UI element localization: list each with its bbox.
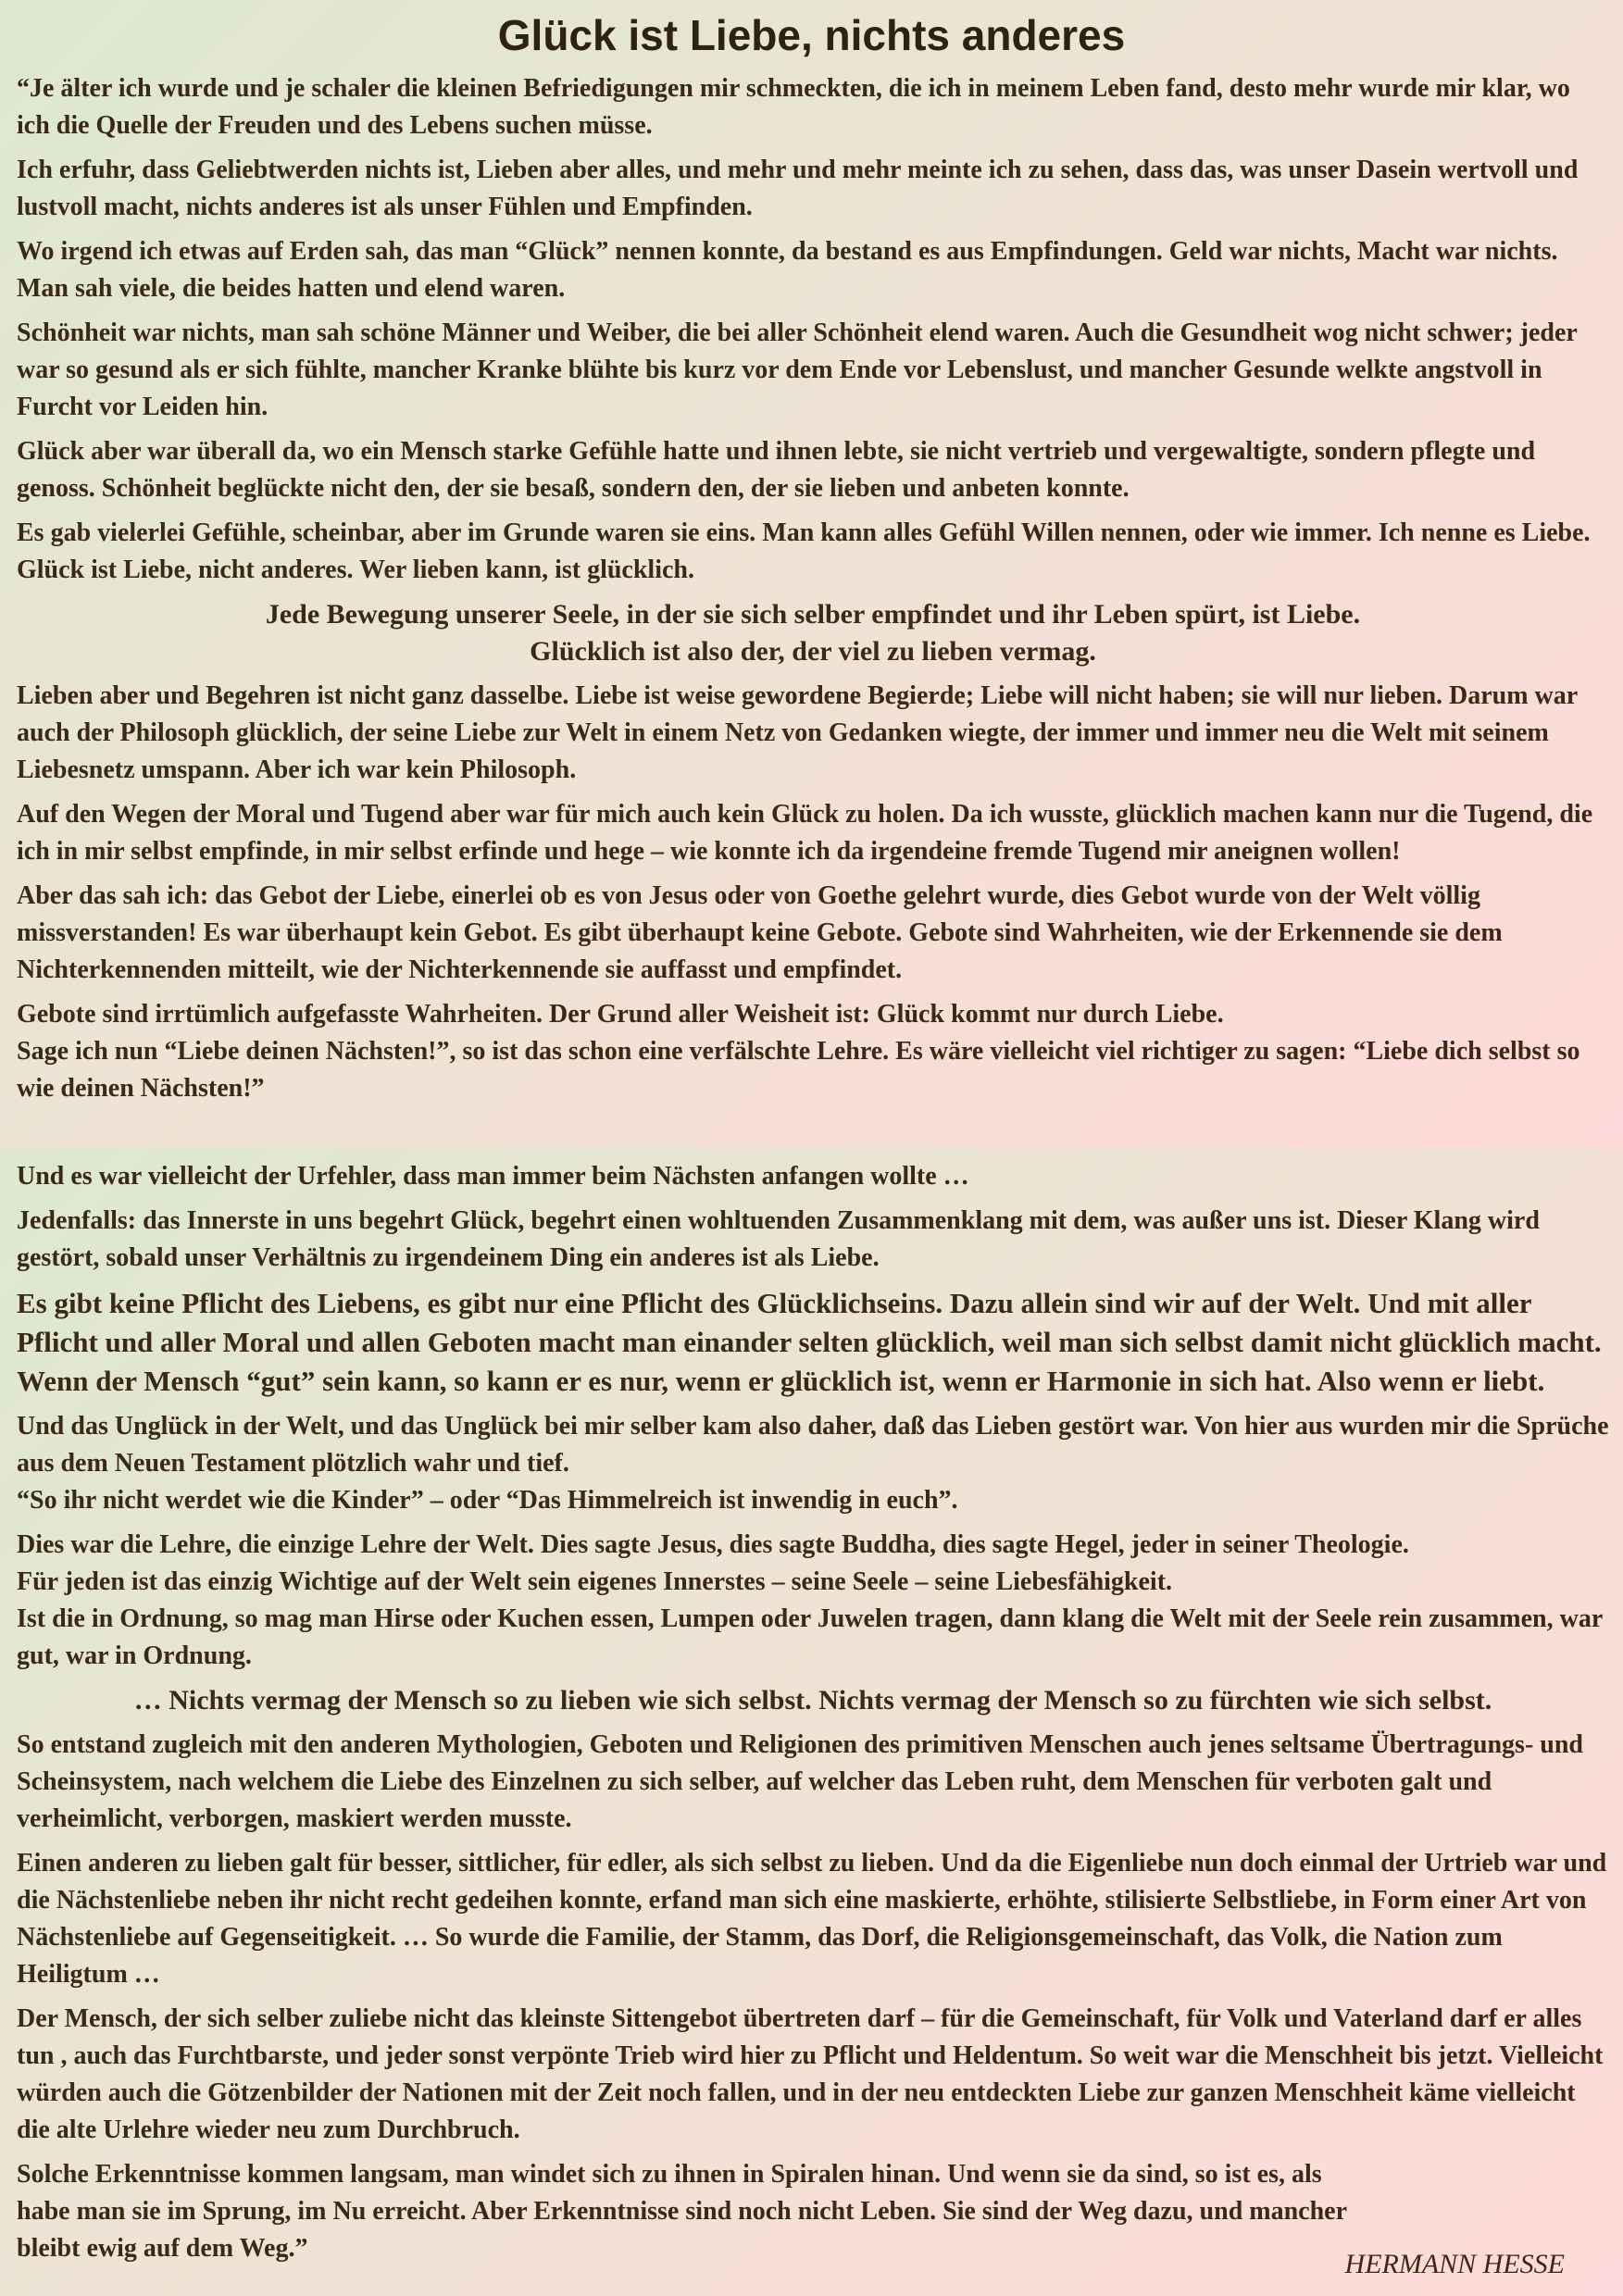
paragraph: “Je älter ich wurde und je schaler die kleinen Befriedigungen mir schmeckten, die ich in meinem Leben fand, desto mehr wurde mir klar, wo ich die Quelle der Freuden und des Lebens suchen müsse. xyxy=(17,74,1570,140)
centered-quote: Glücklich ist also der, der viel zu lieben vermag. xyxy=(530,636,1096,667)
paragraph: Und das Unglück in der Welt, und das Unglück bei mir selber kam also daher, daß das Lieben gestört war. Von hier aus wurden mir die Sprüche aus dem Neuen Testament plötzlich wahr und tief. xyxy=(17,1412,1609,1478)
paragraph: Dies war die Lehre, die einzige Lehre der Welt. Dies sagte Jesus, dies sagte Buddha, dies sagte Hegel, jeder in seiner Theologie. xyxy=(17,1530,1409,1559)
author-signature: HERMANN HESSE xyxy=(1344,2249,1565,2279)
paragraph: Ist die in Ordnung, so mag man Hirse oder Kuchen essen, Lumpen oder Juwelen tragen, dann klang die Welt mit der Seele rein zusammen, war gut, war in Ordnung. xyxy=(17,1604,1603,1670)
paragraph: Gebote sind irrtümlich aufgefasste Wahrheiten. Der Grund aller Weisheit ist: Glück kommt nur durch Liebe. xyxy=(17,1000,1224,1029)
paragraph: Jedenfalls: das Innerste in uns begehrt Glück, begehrt einen wohltuenden Zusammenklang mit dem, was außer uns ist. Dieser Klang wird gestört, sobald unser Verhältnis zu irgendeinem Ding ein anderes ist als Liebe. xyxy=(17,1206,1540,1272)
paragraph: Für jeden ist das einzig Wichtige auf der Welt sein eigenes Innerstes – seine Seele – seine Liebesfähigkeit. xyxy=(17,1567,1173,1596)
document-title: Glück ist Liebe, nichts anderes xyxy=(497,11,1126,59)
paragraph: Solche Erkenntnisse kommen langsam, man windet sich zu ihnen in Spiralen hinan. Und wenn sie da sind, so ist es, als habe man sie im Sprung, im Nu erreicht. Aber Erkenntnisse sind noch nicht Leben. Sie sind der Weg dazu, und mancher bleibt ewig auf dem Weg.” xyxy=(17,2160,1347,2263)
paragraph: Aber das sah ich: das Gebot der Liebe, einerlei ob es von Jesus oder von Goethe gelehrt wurde, dies Gebot wurde von der Welt völlig missverstanden! Es war überhaupt kein Gebot. Es gibt überhaupt keine Gebote. Gebote sind Wahrheiten, wie der Erkennende sie dem Nichterkennenden mitteilt, wie der Nichterkennende sie auffasst und empfindet. xyxy=(17,881,1503,984)
centered-quote: Jede Bewegung unserer Seele, in der sie sich selber empfindet und ihr Leben spürt, ist Liebe. xyxy=(265,599,1361,630)
centered-quote: … Nichts vermag der Mensch so zu lieben wie sich selbst. Nichts vermag der Mensch so zu fürchten wie sich selbst. xyxy=(133,1685,1492,1716)
page-two-body xyxy=(17,1158,1609,2275)
paragraph: Es gibt keine Pflicht des Liebens, es gibt nur eine Pflicht des Glücklichseins. Dazu allein sind wir auf der Welt. Und mit aller Pflicht und aller Moral und allen Geboten macht man einander selten glücklich, weil man sich selbst damit nicht glücklich macht. Wenn der Mensch “gut” sein kann, so kann er es nur, wenn er glücklich ist, wenn er Harmonie in sich hat. Also wenn er liebt. xyxy=(17,1287,1602,1397)
paragraph: Schönheit war nichts, man sah schöne Männer und Weiber, die bei aller Schönheit elend waren. Auch die Gesundheit wog nicht schwer; jeder war so gesund als er sich fühlte, mancher Kranke blühte bis kurz vor dem Ende vor Lebenslust, und mancher Gesunde welkte angstvoll in Furcht vor Leiden hin. xyxy=(17,318,1578,421)
paragraph: Der Mensch, der sich selber zuliebe nicht das kleinste Sittengebot übertreten darf – für die Gemeinschaft, für Volk und Vaterland darf er alles tun , auch das Furchtbarste, und jeder sonst verpönte Trieb wird hier zu Pflicht und Heldentum. So weit war die Menschheit bis jetzt. Vielleicht würden auch die Götzenbilder der Nationen mit der Zeit noch fallen, und in der neu entdeckten Liebe zur ganzen Menschheit käme vielleicht die alte Urlehre wieder neu zum Durchbruch. xyxy=(17,2004,1604,2144)
paragraph: So entstand zugleich mit den anderen Mythologien, Geboten und Religionen des primitiven Menschen auch jenes seltsame Übertragungs- und Scheinsystem, nach welchem die Liebe des Einzelnen zu sich selber, auf welcher das Leben ruht, dem Menschen für verboten galt und verheimlicht, verborgen, maskiert werden musste. xyxy=(17,1730,1583,1833)
paragraph: Und es war vielleicht der Urfehler, dass man immer beim Nächsten anfangen wollte … xyxy=(17,1162,969,1191)
paragraph: Wo irgend ich etwas auf Erden sah, das man “Glück” nennen konnte, da bestand es aus Empfindungen. Geld war nichts, Macht war nichts. Man sah viele, die beides hatten und elend waren. xyxy=(17,237,1558,303)
paragraph: “So ihr nicht werdet wie die Kinder” – oder “Das Himmelreich ist inwendig in euch”. xyxy=(17,1486,958,1515)
page-one-body xyxy=(17,70,1609,1115)
paragraph: Einen anderen zu lieben galt für besser, sittlicher, für edler, als sich selbst zu lieben. Und da die Eigenliebe nun doch einmal der Urtrieb war und die Nächstenliebe neben ihr nicht recht gedeihen konnte, erfand man sich eine maskierte, erhöhte, stilisierte Selbstliebe, in Form einer Art von Nächstenliebe auf Gegenseitigkeit. … So wurde die Familie, der Stamm, das Dorf, die Religionsgemeinschaft, das Volk, die Nation zum Heiligtum … xyxy=(17,1849,1607,1989)
paragraph: Es gab vielerlei Gefühle, scheinbar, aber im Grunde waren sie eins. Man kann alles Gefühl Willen nennen, oder wie immer. Ich nenne es Liebe. Glück ist Liebe, nicht anderes. Wer lieben kann, ist glücklich. xyxy=(17,518,1591,584)
paragraph: Ich erfuhr, dass Geliebtwerden nichts ist, Lieben aber alles, und mehr und mehr meinte ich zu sehen, dass das, was unser Dasein wertvoll und lustvoll macht, nichts anderes ist als unser Fühlen und Empfinden. xyxy=(17,156,1579,221)
paragraph: Sage ich nun “Liebe deinen Nächsten!”, so ist das schon eine verfälschte Lehre. Es wäre vielleicht viel richtiger zu sagen: “Liebe dich selbst so wie deinen Nächsten!” xyxy=(17,1037,1580,1103)
paragraph: Auf den Wegen der Moral und Tugend aber war für mich auch kein Glück zu holen. Da ich wusste, glücklich machen kann nur die Tugend, die ich in mir selbst empfinde, in mir selbst erfinde und hege – wie konnte ich da irgendeine fremde Tugend mir aneignen wollen! xyxy=(17,800,1593,866)
paragraph: Lieben aber und Begehren ist nicht ganz dasselbe. Liebe ist weise gewordene Begierde; Liebe will nicht haben; sie will nur lieben. Darum war auch der Philosoph glücklich, der seine Liebe zur Welt in einem Netz von Gedanken wiegte, der immer und immer neu die Welt mit seinem Liebesnetz umspann. Aber ich war kein Philosoph. xyxy=(17,681,1578,784)
paragraph: Glück aber war überall da, wo ein Mensch starke Gefühle hatte und ihnen lebte, sie nicht vertrieb und vergewaltigte, sondern pflegte und genoss. Schönheit beglückte nicht den, der sie besaß, sondern den, der sie lieben und anbeten konnte. xyxy=(17,437,1536,503)
